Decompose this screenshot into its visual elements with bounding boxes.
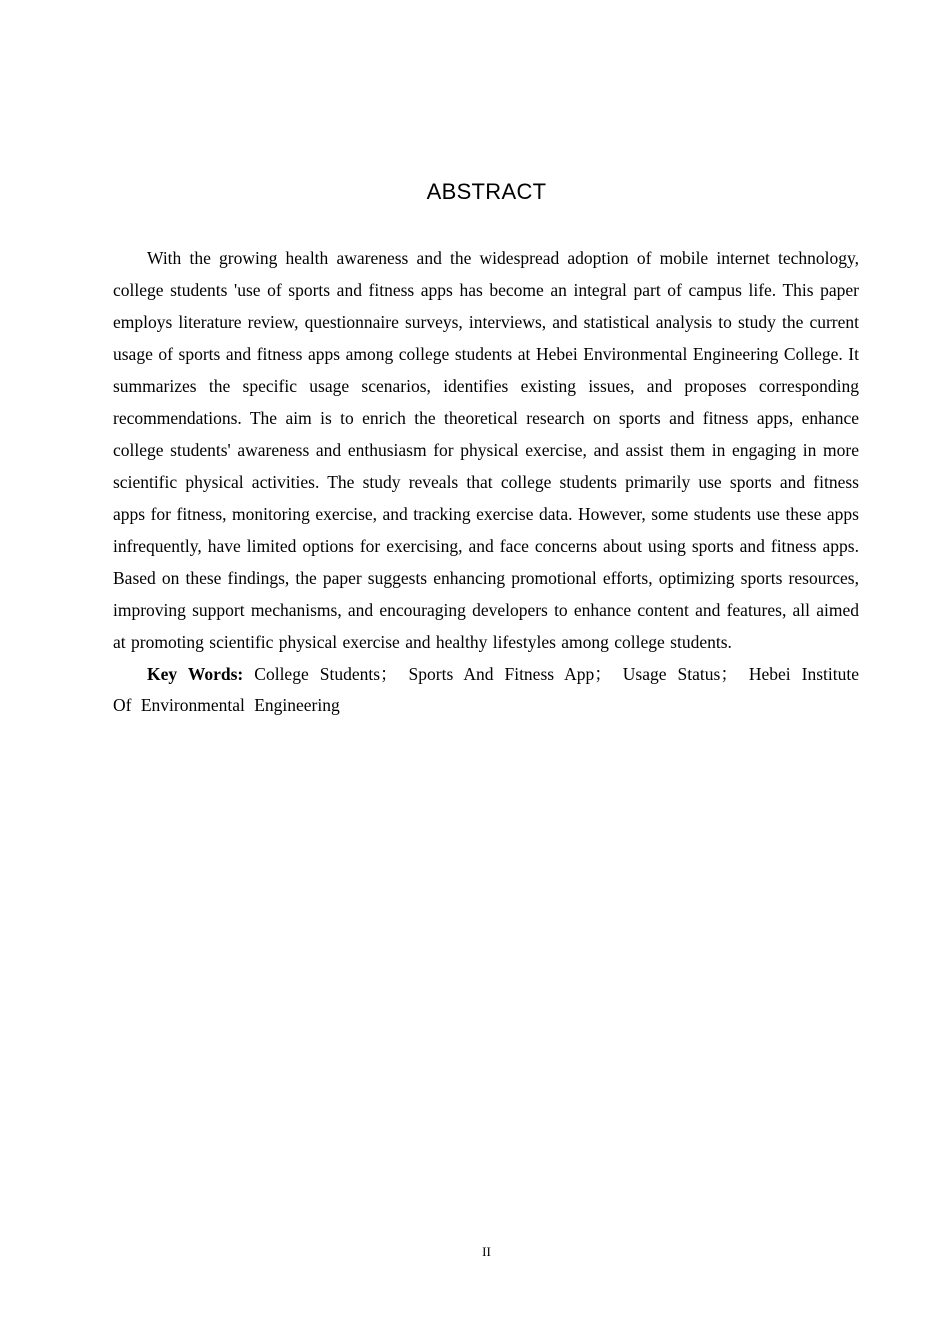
abstract-body [113, 242, 859, 721]
abstract-title: ABSTRACT [426, 179, 547, 204]
keywords-list: College Students； Sports And Fitness App； Usage Status； Hebei Institute Of Environmental Engineering [113, 664, 859, 715]
keywords-line [113, 659, 859, 721]
page-number: II [482, 1244, 491, 1259]
abstract-paragraph: With the growing health awareness and the widespread adoption of mobile internet technology, college students 'use of sports and fitness apps has become an integral part of campus life. This paper employs literature review, questionnaire surveys, interviews, and statistical analysis to study the current usage of sports and fitness apps among college students at Hebei Environmental Engineering College. It summarizes the specific usage scenarios, identifies existing issues, and proposes corresponding recommendations. The aim is to enrich the theoretical research on sports and fitness apps, enhance college students' awareness and enthusiasm for physical exercise, and assist them in engaging in more scientific physical activities. The study reveals that college students primarily use sports and fitness apps for fitness, monitoring exercise, and tracking exercise data. However, some students use these apps infrequently, have limited options for exercising, and face concerns about using sports and fitness apps. Based on these findings, the paper suggests enhancing promotional efforts, optimizing sports resources, improving support mechanisms, and encouraging developers to enhance content and features, all aimed at promoting scientific physical exercise and healthy lifestyles among college students. [113, 248, 859, 652]
keywords-label: Key Words: [147, 664, 244, 684]
